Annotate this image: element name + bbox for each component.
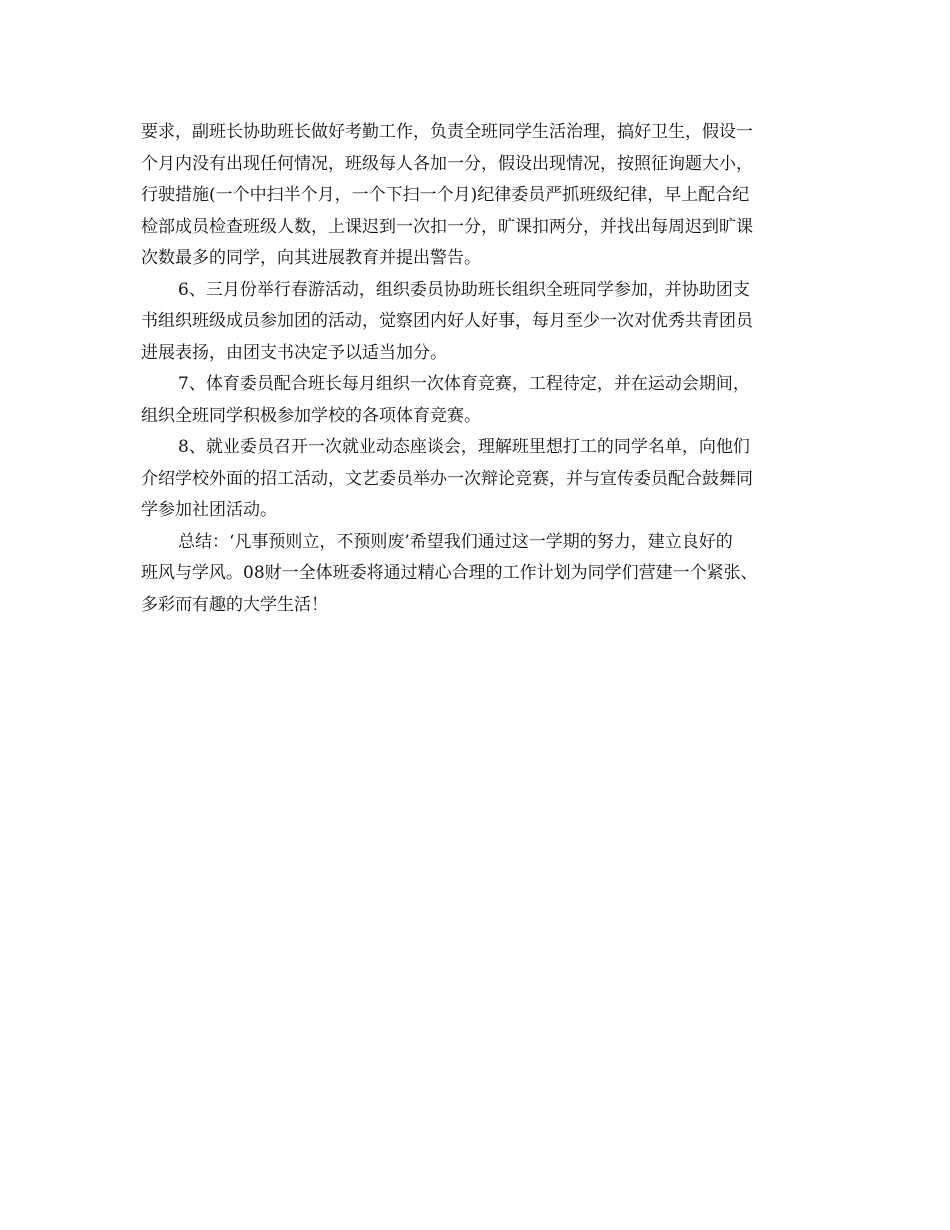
paragraph-item-6 [141,275,821,370]
text-line: 要求，副班长协助班长做好考勤工作，负责全班同学生活治理，搞好卫生，假设一 [141,122,753,142]
text-line: 学参加社团活动。 [141,500,277,520]
paragraph-item-8 [141,432,821,527]
text-line: 书组织班级成员参加团的活动，觉察团内好人好事，每月至少一次对优秀共青团员 [141,311,753,331]
text-line: 介绍学校外面的招工活动，文艺委员举办一次辩论竞赛，并与宣传委员配合鼓舞同 [141,468,753,489]
text-line: 次数最多的同学，向其进展教育并提出警告。 [141,248,481,268]
text-line: 个月内没有出现任何情况，班级每人各加一分，假设出现情况，按照征询题大小， [141,153,753,174]
paragraph-summary [141,527,821,622]
text-line: 7、体育委员配合班长每月组织一次体育竞赛，工程待定，并在运动会期间， [178,374,750,394]
text-line: 班风与学风。08财一全体班委将通过精心合理的工作计划为同学们营建一个紧张、 [141,563,758,583]
text-line: 进展表扬，由团支书决定予以适当加分。 [141,342,447,363]
document-body [141,117,821,621]
text-line: 行驶措施(一个中扫半个月，一个下扫一个月)纪律委员严抓班级纪律，早上配合纪 [141,185,750,205]
text-line: 组织全班同学积极参加学校的各项体育竞赛。 [141,405,481,426]
paragraph-continuation [141,117,821,275]
text-line: 8、就业委员召开一次就业动态座谈会，理解班里想打工的同学名单，向他们 [178,437,750,457]
text-line: 总结：‘凡事预则立，不预则废’希望我们通过这一学期的努力，建立良好的 [178,531,733,552]
paragraph-item-7 [141,369,821,432]
text-line: 检部成员检查班级人数，上课迟到一次扣一分，旷课扣两分，并找出每周迟到旷课 [141,216,753,237]
text-line: 6、三月份举行春游活动，组织委员协助班长组织全班同学参加，并协助团支 [178,279,750,300]
text-line: 多彩而有趣的大学生活！ [141,594,328,615]
